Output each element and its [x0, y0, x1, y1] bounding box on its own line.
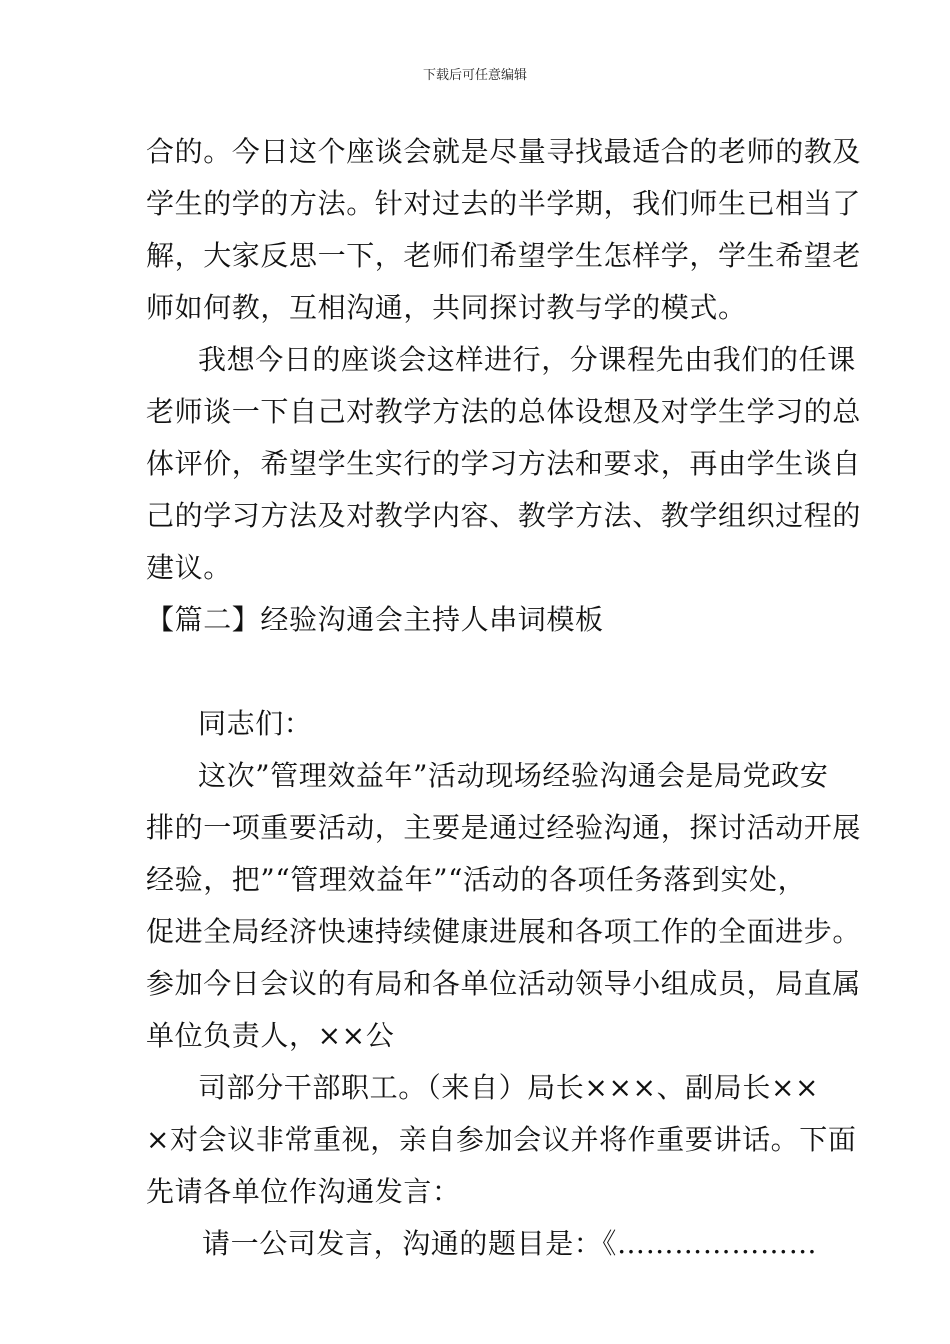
- text-line: 请一公司发言，沟通的题目是：《…………………: [202, 1227, 818, 1260]
- salutation: 同志们：: [198, 707, 313, 740]
- text-line: 促进全局经济快速持续健康进展和各项工作的全面进步。: [146, 915, 862, 948]
- text-line: 师如何教，互相沟通，共同探讨教与学的模式。: [146, 291, 747, 324]
- text-line: ×对会议非常重视，亲自参加会议并将作重要讲话。下面: [146, 1123, 857, 1156]
- text-line: 经验，把”“管理效益年”“活动的各项任务落到实处，: [146, 863, 807, 896]
- section-heading: 【篇二】经验沟通会主持人串词模板: [146, 603, 604, 636]
- text-line: 合的。今日这个座谈会就是尽量寻找最适合的老师的教及: [146, 135, 862, 168]
- text-line: 建议。: [146, 551, 232, 584]
- text-line: 排的一项重要活动，主要是通过经验沟通，探讨活动开展: [146, 811, 862, 844]
- text-line: 单位负责人，××公: [146, 1019, 395, 1052]
- text-line: 这次”管理效益年”活动现场经验沟通会是局党政安: [198, 759, 829, 792]
- text-line: 学生的学的方法。针对过去的半学期，我们师生已相当了: [146, 187, 862, 220]
- blank-line: [146, 646, 808, 698]
- text-line: 解，大家反思一下，老师们希望学生怎样学，学生希望老: [146, 239, 862, 272]
- text-line: 参加今日会议的有局和各单位活动领导小组成员，局直属: [146, 967, 862, 1000]
- document-body: [146, 126, 862, 1270]
- text-line: 我想今日的座谈会这样进行，分课程先由我们的任课: [198, 343, 856, 376]
- text-line: 司部分干部职工。（来自）局长×××、副局长××: [198, 1071, 820, 1104]
- text-line: 先请各单位作沟通发言：: [146, 1175, 461, 1208]
- text-line: 体评价，希望学生实行的学习方法和要求，再由学生谈自: [146, 447, 862, 480]
- page-header: 下载后可任意编辑: [422, 68, 527, 83]
- text-line: 老师谈一下自己对教学方法的总体设想及对学生学习的总: [146, 395, 862, 428]
- text-line: 己的学习方法及对教学内容、教学方法、教学组织过程的: [146, 499, 862, 532]
